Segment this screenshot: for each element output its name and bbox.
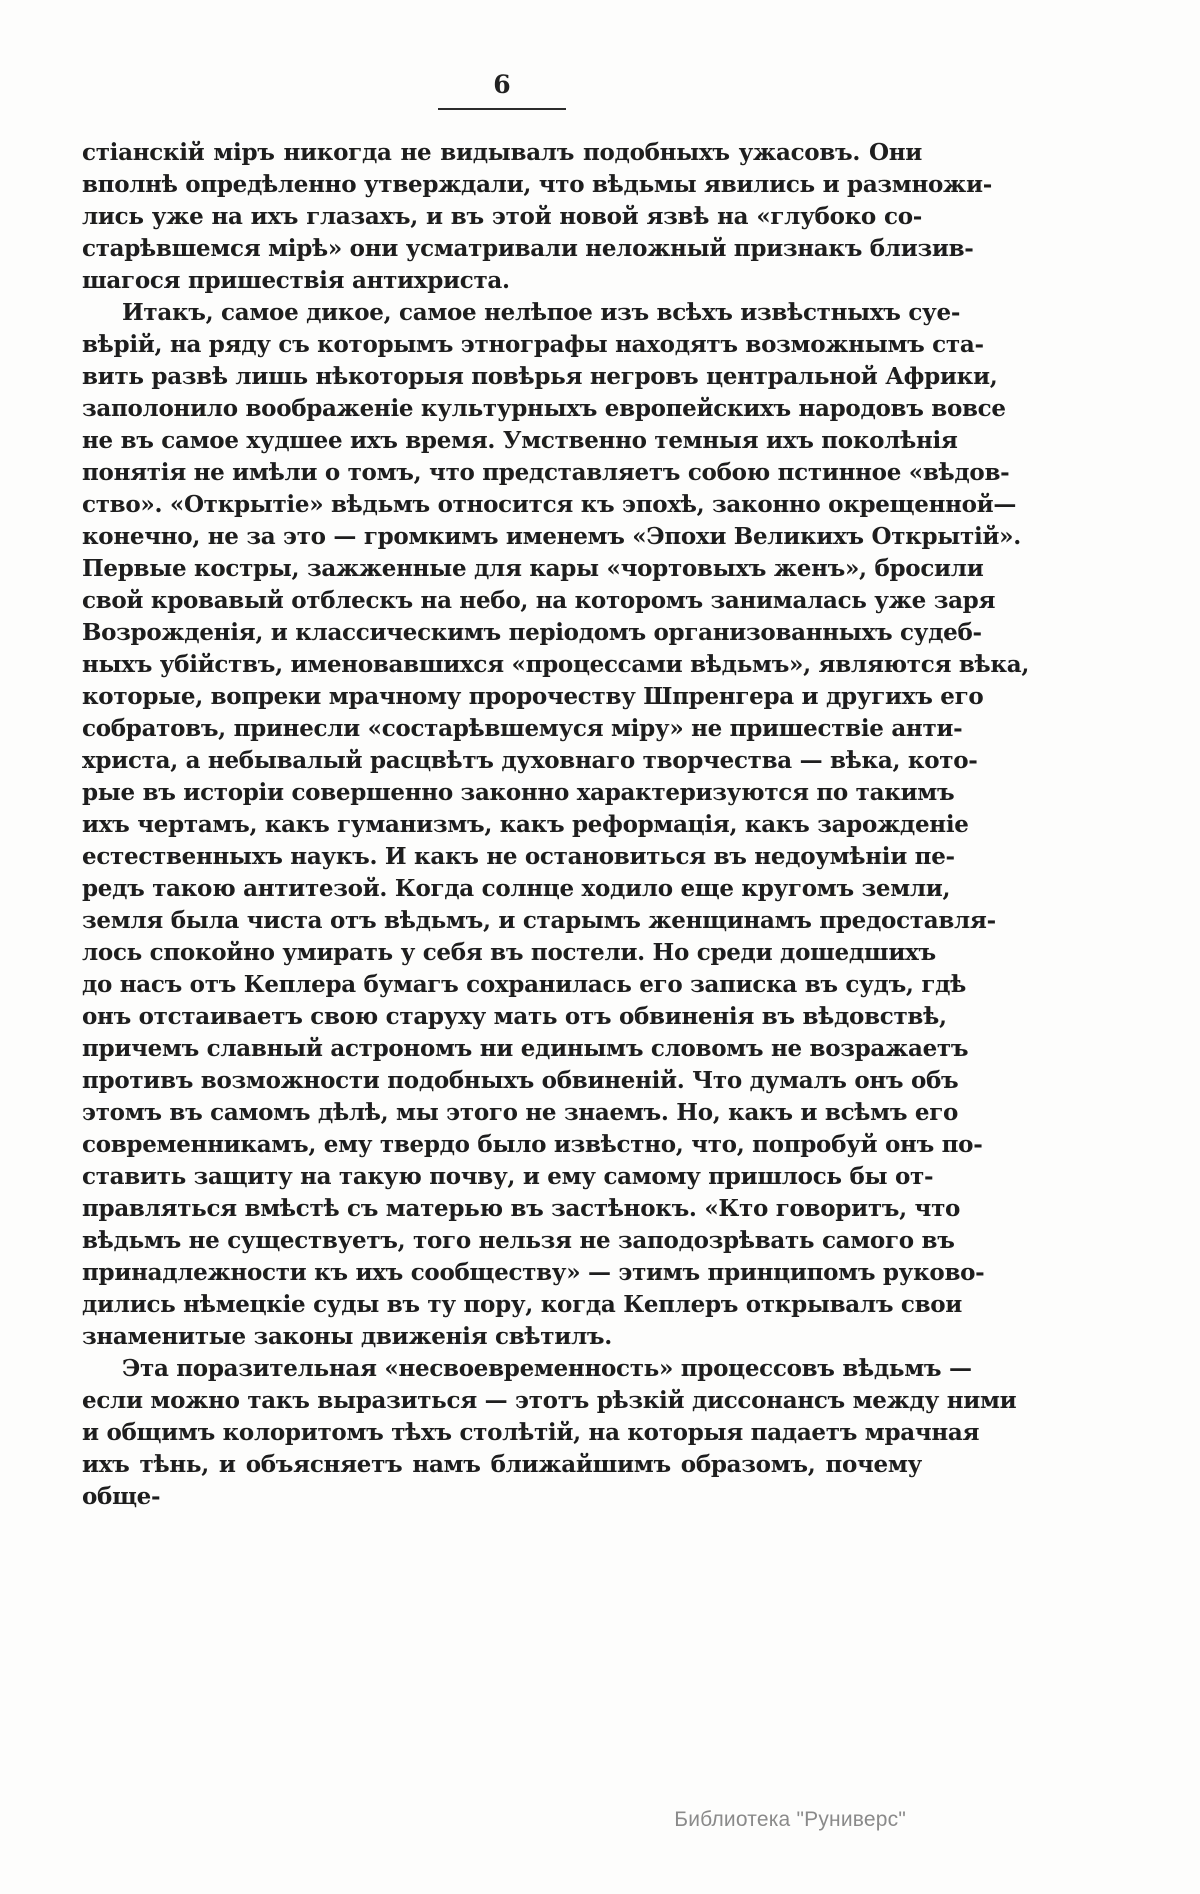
text-line: земля была чиста отъ вѣдьмъ, и старымъ женщинамъ предоставля- [82, 907, 996, 934]
text-line: стіанскій міръ никогда не видывалъ подобныхъ ужасовъ. Они [82, 139, 922, 166]
text-line: если можно такъ выразиться — этотъ рѣзкій диссонансъ между ними [82, 1387, 1017, 1414]
text-line: причемъ славный астрономъ ни единымъ словомъ не возражаетъ [82, 1035, 969, 1062]
text-line: шагося пришествія антихриста. [82, 267, 510, 294]
text-line: правляться вмѣстѣ съ матерью въ застѣнокъ. «Кто говоритъ, что [82, 1195, 961, 1222]
text-line: Возрожденія, и классическимъ періодомъ организованныхъ судеб- [82, 619, 982, 646]
text-line: понятія не имѣли о томъ, что представляетъ собою пстинное «вѣдов- [82, 459, 1010, 486]
text-line: вѣдьмъ не существуетъ, того нельзя не заподозрѣвать самого въ [82, 1227, 955, 1254]
text-line: ставить защиту на такую почву, и ему самому пришлось бы от- [82, 1163, 934, 1190]
text-line: христа, а небывалый расцвѣтъ духовнаго творчества — вѣка, кото- [82, 747, 978, 774]
text-line: ныхъ убійствъ, именовавшихся «процессами вѣдьмъ», являются вѣка, [82, 651, 1030, 678]
text-line: противъ возможности подобныхъ обвиненій. Что думалъ онъ объ [82, 1067, 959, 1094]
text-line: принадлежности къ ихъ сообществу» — этимъ принципомъ руково- [82, 1259, 985, 1286]
paragraph [82, 297, 1030, 1353]
text-line: вполнѣ опредѣленно утверждали, что вѣдьмы явились и размножи- [82, 171, 992, 198]
text-line: вить развѣ лишь нѣкоторыя повѣрья негровъ центральной Африки, [82, 363, 998, 390]
text-line: ство». «Открытіе» вѣдьмъ относится къ эпохѣ, законно окрещенной— [82, 491, 1017, 518]
text-line: заполонило воображеніе культурныхъ европейскихъ народовъ вовсе [82, 395, 1006, 422]
text-line: вѣрій, на ряду съ которымъ этнографы находятъ возможнымъ ста- [82, 331, 984, 358]
paragraph [82, 1353, 1017, 1510]
library-watermark: Библиотека "Руниверс" [674, 1808, 906, 1831]
text-line: знаменитые законы движенія свѣтилъ. [82, 1323, 612, 1350]
text-line: свой кровавый отблескъ на небо, на которомъ занималась уже заря [82, 587, 996, 614]
text-line: ихъ тѣнь, и объясняетъ намъ ближайшимъ образомъ, почему обще- [82, 1451, 922, 1510]
text-line: естественныхъ наукъ. И какъ не остановиться въ недоумѣніи пе- [82, 843, 955, 870]
page-number: 6 [438, 70, 565, 110]
text-line: онъ отстаиваетъ свою старуху мать отъ обвиненія въ вѣдовствѣ, [82, 1003, 947, 1030]
page-header [82, 70, 922, 110]
text-line: Первые костры, зажженные для кары «чортовыхъ женъ», бросили [82, 555, 984, 582]
text-line: этомъ въ самомъ дѣлѣ, мы этого не знаемъ. Но, какъ и всѣмъ его [82, 1099, 959, 1126]
text-line: которые, вопреки мрачному пророчеству Шпренгера и другихъ его [82, 683, 984, 710]
text-line: старѣвшемся мірѣ» они усматривали неложный признакъ близив- [82, 235, 974, 262]
text-line: конечно, не за это — громкимъ именемъ «Эпохи Великихъ Открытій». [82, 523, 1021, 550]
text-line: до насъ отъ Кеплера бумагъ сохранилась его записка въ судъ, гдѣ [82, 971, 967, 998]
page-text-block [82, 137, 1030, 1510]
text-line: рые въ исторіи совершенно законно характеризуются по такимъ [82, 779, 955, 806]
text-line: редъ такою антитезой. Когда солнце ходило еще кругомъ земли, [82, 875, 951, 902]
text-line: ихъ чертамъ, какъ гуманизмъ, какъ реформація, какъ зарожденіе [82, 811, 969, 838]
text-line: современникамъ, ему твердо было извѣстно, что, попробуй онъ по- [82, 1131, 983, 1158]
text-line: дились нѣмецкіе суды въ ту пору, когда Кеплеръ открывалъ свои [82, 1291, 963, 1318]
text-line: лось спокойно умирать у себя въ постели. Но среди дошедшихъ [82, 939, 936, 966]
text-line: лись уже на ихъ глазахъ, и въ этой новой язвѣ на «глубоко со- [82, 203, 922, 230]
text-line: Эта поразительная «несвоевременность» процессовъ вѣдьмъ — [122, 1355, 972, 1382]
text-line: не въ самое худшее ихъ время. Умственно темныя ихъ поколѣнія [82, 427, 958, 454]
text-line: собратовъ, принесли «состарѣвшемуся міру» не пришествіе анти- [82, 715, 963, 742]
text-line: и общимъ колоритомъ тѣхъ столѣтій, на которыя падаетъ мрачная [82, 1419, 980, 1446]
text-line: Итакъ, самое дикое, самое нелѣпое изъ всѣхъ извѣстныхъ суе- [122, 299, 961, 326]
paragraph [82, 137, 992, 297]
